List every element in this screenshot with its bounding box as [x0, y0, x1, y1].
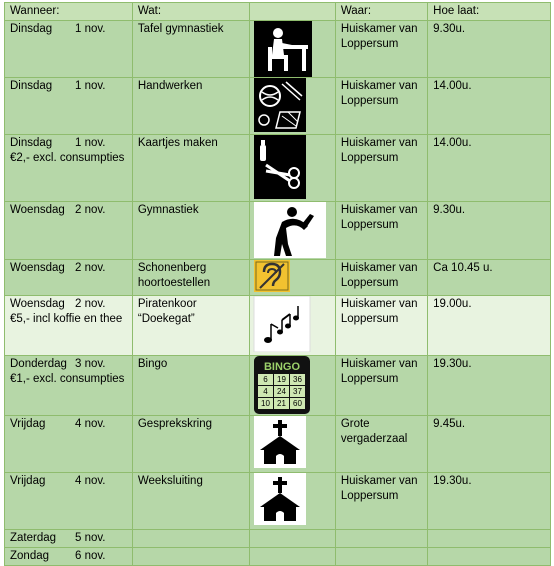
row-time: Ca 10.45 u. [428, 260, 551, 296]
activity-schedule-table [4, 2, 551, 566]
row-when [5, 530, 133, 548]
bingo-card-icon [252, 356, 314, 412]
row-day: Zaterdag [10, 532, 57, 544]
row-picture [249, 416, 335, 473]
header-waar: Waar: [335, 3, 427, 21]
church-icon [252, 416, 314, 472]
row-picture [249, 21, 335, 78]
row-what: Kaartjes maken [132, 135, 249, 202]
table-row [5, 135, 551, 202]
row-where: Huiskamer van Loppersum [335, 260, 427, 296]
row-where: Huiskamer van Loppersum [335, 202, 427, 260]
row-date: 4 nov. [75, 418, 106, 430]
row-when [5, 202, 133, 260]
row-what: Weeksluiting [132, 473, 249, 530]
table-row [5, 21, 551, 78]
row-where: Huiskamer van Loppersum [335, 356, 427, 416]
row-picture [249, 260, 335, 296]
row-time: 19.00u. [428, 296, 551, 356]
row-when [5, 548, 133, 566]
row-time [428, 530, 551, 548]
table-row [5, 202, 551, 260]
bingo-number: 36 [292, 375, 302, 384]
row-price-note: €2,- excl. consumpties [10, 152, 125, 164]
row-day: Woensdag [10, 262, 65, 274]
bingo-number: 10 [260, 399, 270, 408]
row-day: Woensdag [10, 204, 65, 216]
row-picture [249, 202, 335, 260]
row-where: Huiskamer van Loppersum [335, 78, 427, 135]
row-where: Huiskamer van Loppersum [335, 135, 427, 202]
row-picture [249, 473, 335, 530]
row-date: 1 nov. [75, 80, 106, 92]
row-date: 2 nov. [75, 262, 106, 274]
row-time: 9.45u. [428, 416, 551, 473]
row-day: Donderdag [10, 358, 67, 370]
bingo-number: 4 [262, 387, 268, 396]
row-when [5, 21, 133, 78]
row-picture [249, 548, 335, 566]
knitting-icon [252, 78, 314, 134]
row-when [5, 356, 133, 416]
row-where: Huiskamer van Loppersum [335, 296, 427, 356]
row-date: 6 nov. [75, 550, 106, 562]
row-time: 9.30u. [428, 202, 551, 260]
row-when [5, 416, 133, 473]
row-where: Grote vergaderzaal [335, 416, 427, 473]
gymnastics-icon [252, 202, 314, 258]
row-day: Dinsdag [10, 23, 53, 35]
row-date: 1 nov. [75, 23, 106, 35]
row-day: Dinsdag [10, 80, 53, 92]
row-time: 19.30u. [428, 473, 551, 530]
row-day: Vrijdag [10, 418, 46, 430]
row-date: 4 nov. [75, 475, 106, 487]
row-what: Piratenkoor “Doekegat” [132, 296, 249, 356]
bingo-number: 21 [276, 399, 286, 408]
header-tijd: Hoe laat: [428, 3, 551, 21]
row-when [5, 135, 133, 202]
row-date: 3 nov. [75, 358, 106, 370]
row-where: Huiskamer van Loppersum [335, 473, 427, 530]
row-where [335, 548, 427, 566]
table-row [5, 260, 551, 296]
row-time: 14.00u. [428, 135, 551, 202]
row-price-note: €5,- incl koffie en thee [10, 313, 123, 325]
table-row [5, 473, 551, 530]
table-row [5, 296, 551, 356]
header-wanneer: Wanneer: [5, 3, 133, 21]
row-date: 1 nov. [75, 137, 106, 149]
table-row [5, 78, 551, 135]
row-picture [249, 296, 335, 356]
row-time: 9.30u. [428, 21, 551, 78]
bingo-number: 24 [276, 387, 286, 396]
row-price-note: €1,- excl. consumpties [10, 373, 125, 385]
music-notes-icon [252, 296, 314, 352]
row-day: Woensdag [10, 298, 65, 310]
table-row [5, 548, 551, 566]
hearing-aid-icon [252, 260, 314, 292]
row-when [5, 296, 133, 356]
row-date: 2 nov. [75, 298, 106, 310]
scissors-glue-icon [252, 135, 314, 191]
row-time: 19.30u. [428, 356, 551, 416]
table-row [5, 530, 551, 548]
bingo-number: 37 [292, 387, 302, 396]
row-day: Dinsdag [10, 137, 53, 149]
row-when [5, 260, 133, 296]
row-what [132, 530, 249, 548]
row-day: Vrijdag [10, 475, 46, 487]
bingo-number: 60 [292, 399, 302, 408]
row-when [5, 78, 133, 135]
row-what: Schonenberg hoortoestellen [132, 260, 249, 296]
header-wat: Wat: [132, 3, 249, 21]
header-picture [249, 3, 335, 21]
row-time: 14.00u. [428, 78, 551, 135]
row-picture [249, 356, 335, 416]
row-where [335, 530, 427, 548]
row-what: Gymnastiek [132, 202, 249, 260]
bingo-title: BINGO [263, 361, 300, 373]
row-what: Gesprekskring [132, 416, 249, 473]
bingo-number: 6 [262, 375, 268, 384]
header-row [5, 3, 551, 21]
row-date: 5 nov. [75, 532, 106, 544]
table-row [5, 356, 551, 416]
row-what [132, 548, 249, 566]
row-picture [249, 530, 335, 548]
table-exercise-icon [252, 21, 314, 77]
church-icon [252, 473, 314, 529]
row-picture [249, 135, 335, 202]
row-where: Huiskamer van Loppersum [335, 21, 427, 78]
table-row [5, 416, 551, 473]
row-what: Handwerken [132, 78, 249, 135]
bingo-number: 19 [276, 375, 286, 384]
row-what: Bingo [132, 356, 249, 416]
row-day: Zondag [10, 550, 50, 562]
row-when [5, 473, 133, 530]
row-what: Tafel gymnastiek [132, 21, 249, 78]
row-date: 2 nov. [75, 204, 106, 216]
row-time [428, 548, 551, 566]
row-picture [249, 78, 335, 135]
